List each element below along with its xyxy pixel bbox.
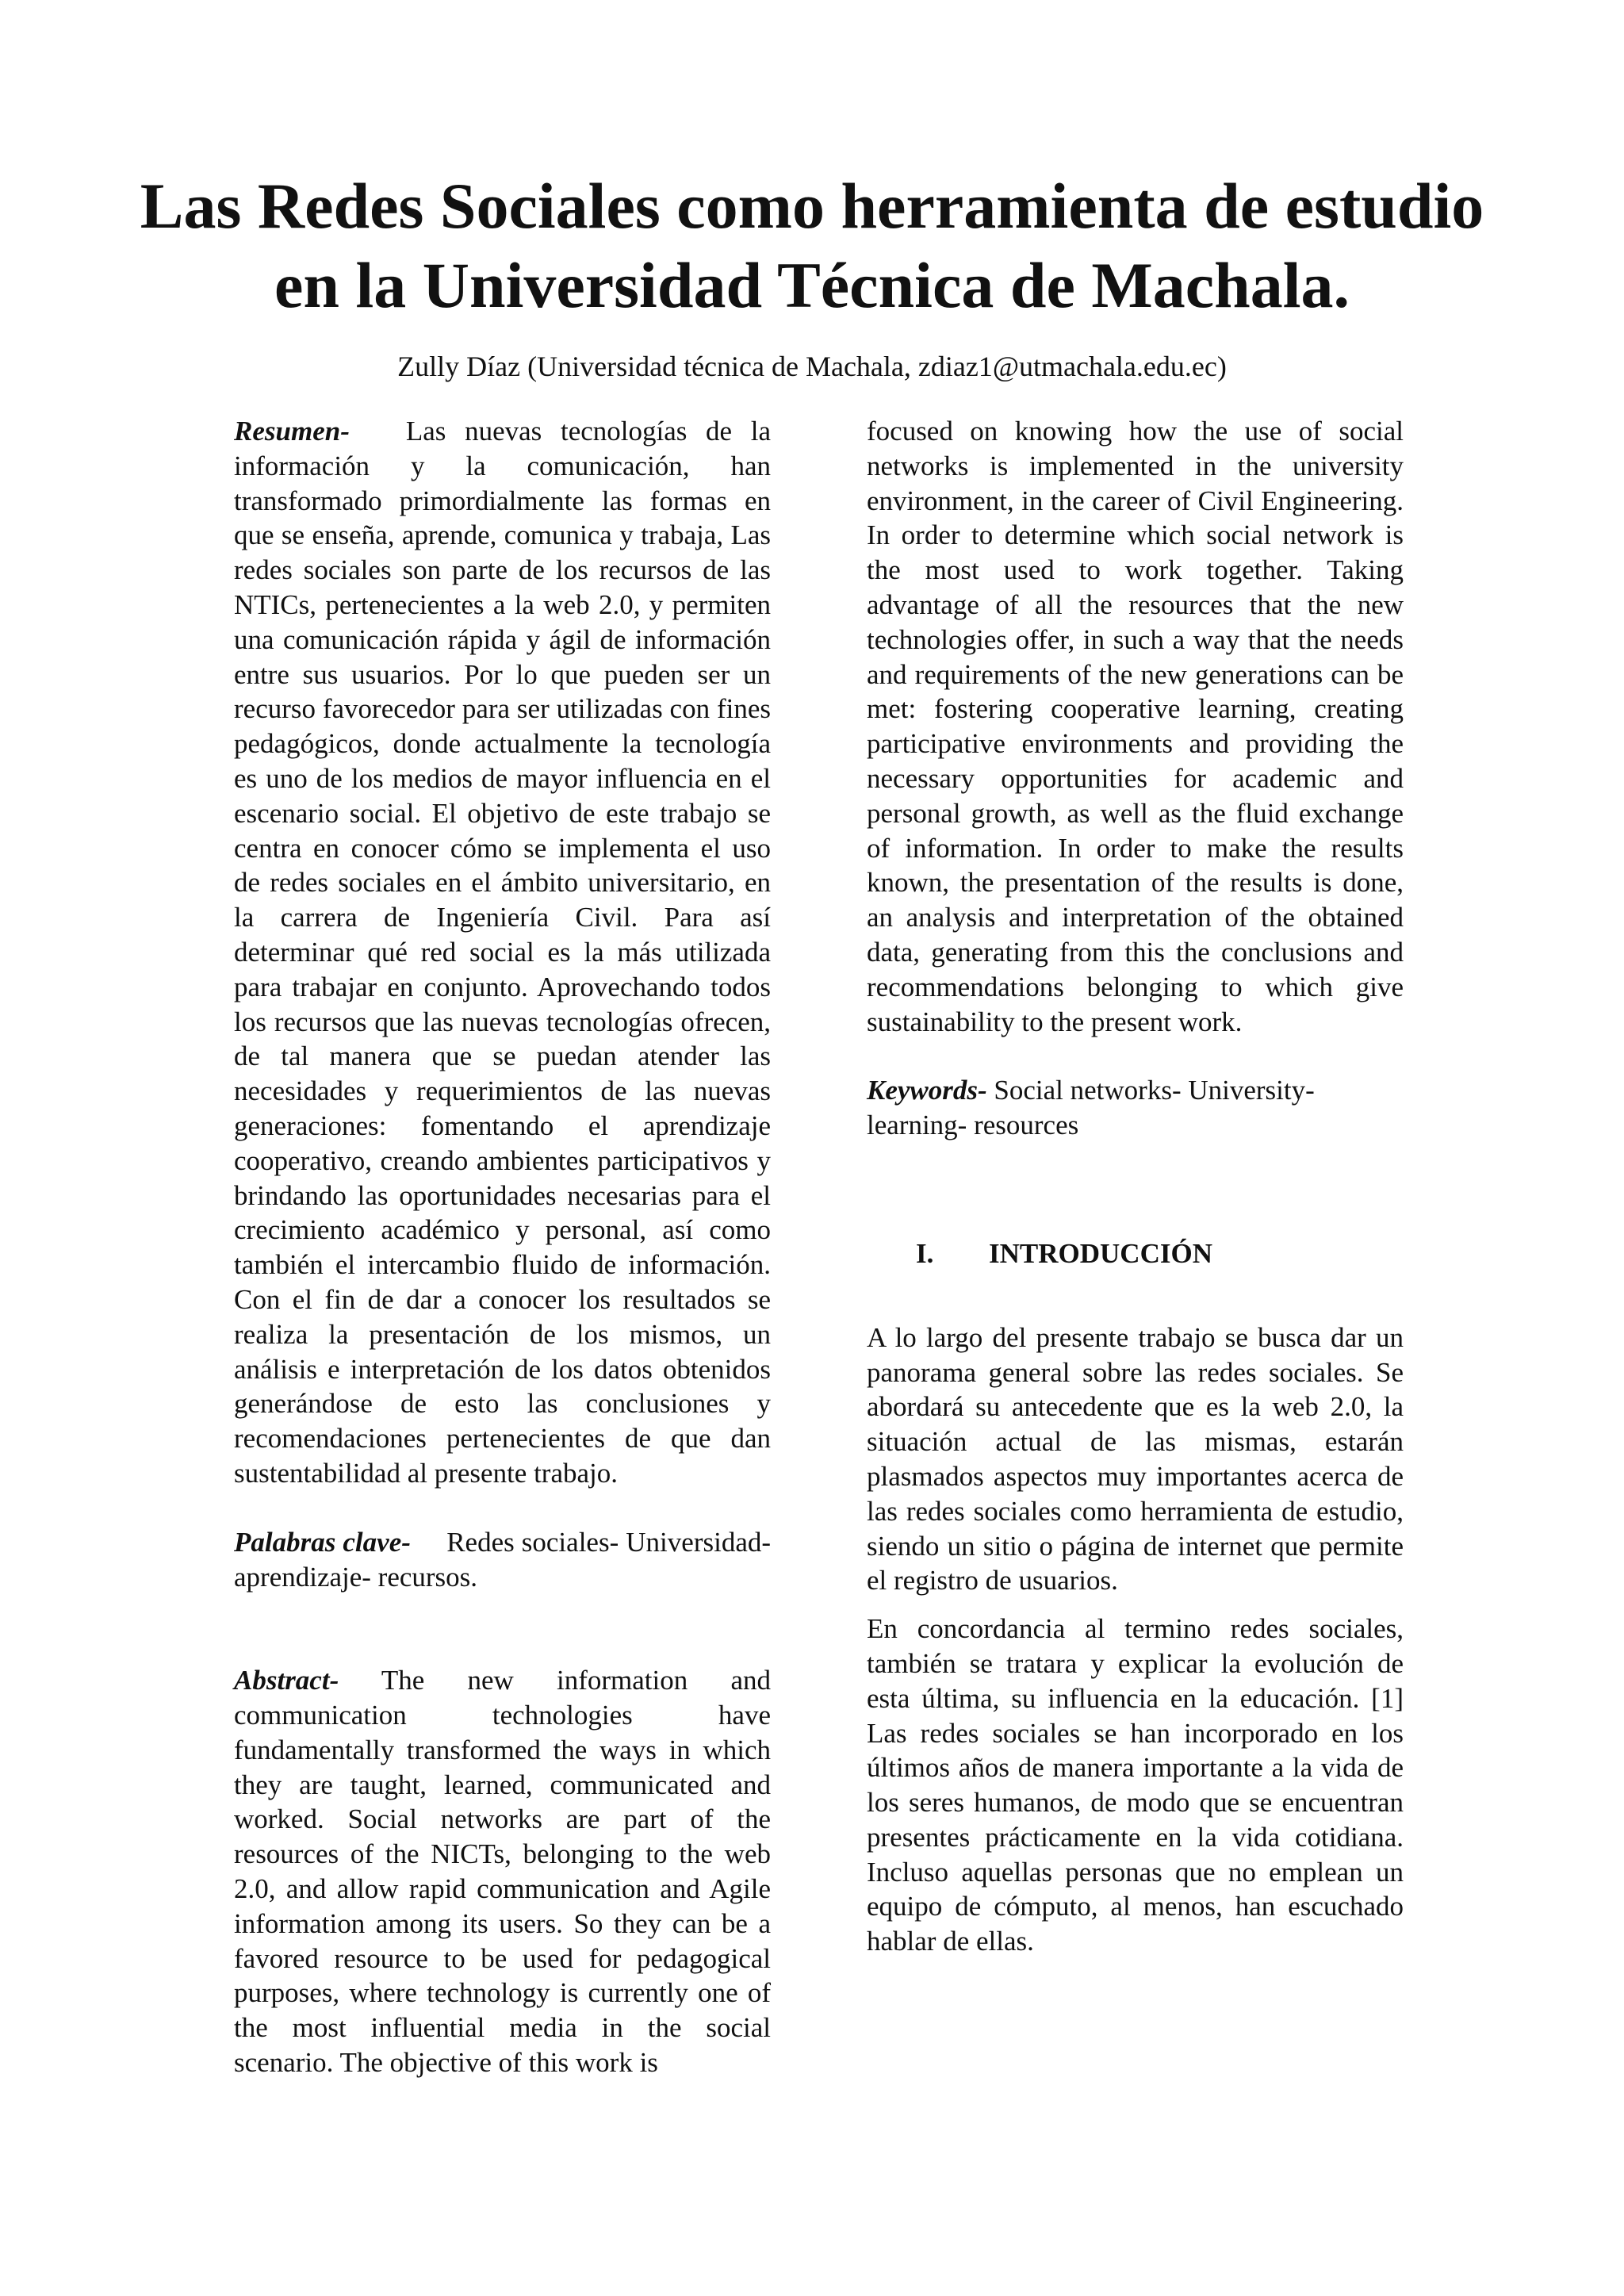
section-heading-introduccion bbox=[867, 1236, 1404, 1271]
abstract-label: Abstract- bbox=[234, 1665, 339, 1696]
keywords-text: Social networks- University- learning- resources bbox=[867, 1075, 1315, 1141]
abstract-text-part-1: The new information and communication technologies have fundamentally transformed the ways in which they are taught, learned, communicated and worked. Social networks are part of the resources of the NICTs, belonging to the web 2.0, and allow rapid communication and Agile information among its users. So they can be a favored resource to be used for pedagogical purposes, where technology is currently one of the most influential media in the social scenario. The objective of this work is bbox=[234, 1665, 771, 2079]
intro-paragraph-2: En concordancia al termino redes sociales, también se tratara y explicar la evolución de esta última, su influencia en la educación. [1] Las redes sociales se han incorporado en los últimos años de manera importante a la vida de los seres humanos, de modo que se encuentran presentes prácticamente en la vida cotidiana. Incluso aquellas personas que no emplean un equipo de cómputo, al menos, han escuchado hablar de ellas. bbox=[867, 1613, 1404, 1957]
palabras-clave-label: Palabras clave- bbox=[234, 1526, 411, 1558]
author-affiliation: Zully Díaz (Universidad técnica de Machala, zdiaz1@utmachala.edu.ec) bbox=[397, 351, 1227, 382]
palabras-clave-text: Redes sociales- Universidad- aprendizaje- recursos. bbox=[234, 1526, 772, 1593]
section-title: INTRODUCCIÓN bbox=[989, 1237, 1212, 1269]
resumen-text: Las nuevas tecnologías de la información y la comunicación, han transformado primordialmente las formas en que se enseña, aprende, comunica y trabaja, Las redes sociales son parte de los recursos de las NTICs, pertenecientes a la web 2.0, y permiten una comunicación rápida y ágil de información entre sus usuarios. Por lo que pueden ser un recurso favorecedor para ser utilizadas con fines pedagógicos, donde actualmente la tecnología es uno de los medios de mayor influencia en el escenario social. El objetivo de este trabajo se centra en conocer cómo se implementa el uso de redes sociales en el ámbito universitario, en la carrera de Ingeniería Civil. Para así determinar qué red social es la más utilizada para trabajar en conjunto. Aprovechando todos los recursos que las nuevas tecnologías ofrecen, de tal manera que se puedan atender las necesidades y requerimientos de las nuevas generaciones: fomentando el aprendizaje cooperativo, creando ambientes participativos y brindando las oportunidades necesarias para el crecimiento académico y personal, así como también el intercambio fluido de información. Con el fin de dar a conocer los resultados se realiza la presentación de los mismos, un análisis e interpretación de los datos obtenidos generándose de esto las conclusiones y recomendaciones pertenecientes de que dan sustentabilidad al presente trabajo. bbox=[234, 416, 772, 1489]
paper-title-line-1: Las Redes Sociales como herramienta de estudio bbox=[140, 170, 1484, 242]
paper-title bbox=[79, 167, 1545, 325]
right-column bbox=[867, 414, 1404, 1959]
left-column bbox=[234, 414, 771, 2080]
keywords-label: Keywords- bbox=[867, 1075, 987, 1106]
keywords-paragraph bbox=[867, 1073, 1404, 1143]
section-number: I. bbox=[916, 1237, 934, 1269]
resumen-label: Resumen- bbox=[234, 416, 350, 447]
intro-paragraph-1: A lo largo del presente trabajo se busca dar un panorama general sobre las redes sociales. Se abordará su antecedente que es la web 2.0, la situación actual de las mismas, estarán plasmados aspectos muy importantes acerca de las redes sociales como herramienta de estudio, siendo un sitio o página de internet que permite el registro de usuarios. bbox=[867, 1321, 1404, 1596]
abstract-paragraph bbox=[234, 1663, 771, 2080]
abstract-text-part-2: focused on knowing how the use of social networks is implemented in the university environment, in the career of Civil Engineering. In order to determine which social network is the most used to work together. Taking advantage of all the resources that the new technologies offer, in such a way that the needs and requirements of the new generations can be met: fostering cooperative learning, creating participative environments and providing the necessary opportunities for academic and personal growth, as well as the fluid exchange of information. In order to make the results known, the presentation of the results is done, an analysis and interpretation of the obtained data, generating from this the conclusions and recommendations belonging to which give sustainability to the present work. bbox=[867, 416, 1404, 1037]
paper-title-line-2: en la Universidad Técnica de Machala. bbox=[274, 249, 1350, 321]
abstract-continued-paragraph bbox=[867, 414, 1404, 1039]
palabras-clave-paragraph bbox=[234, 1525, 771, 1595]
resumen-paragraph bbox=[234, 414, 771, 1491]
